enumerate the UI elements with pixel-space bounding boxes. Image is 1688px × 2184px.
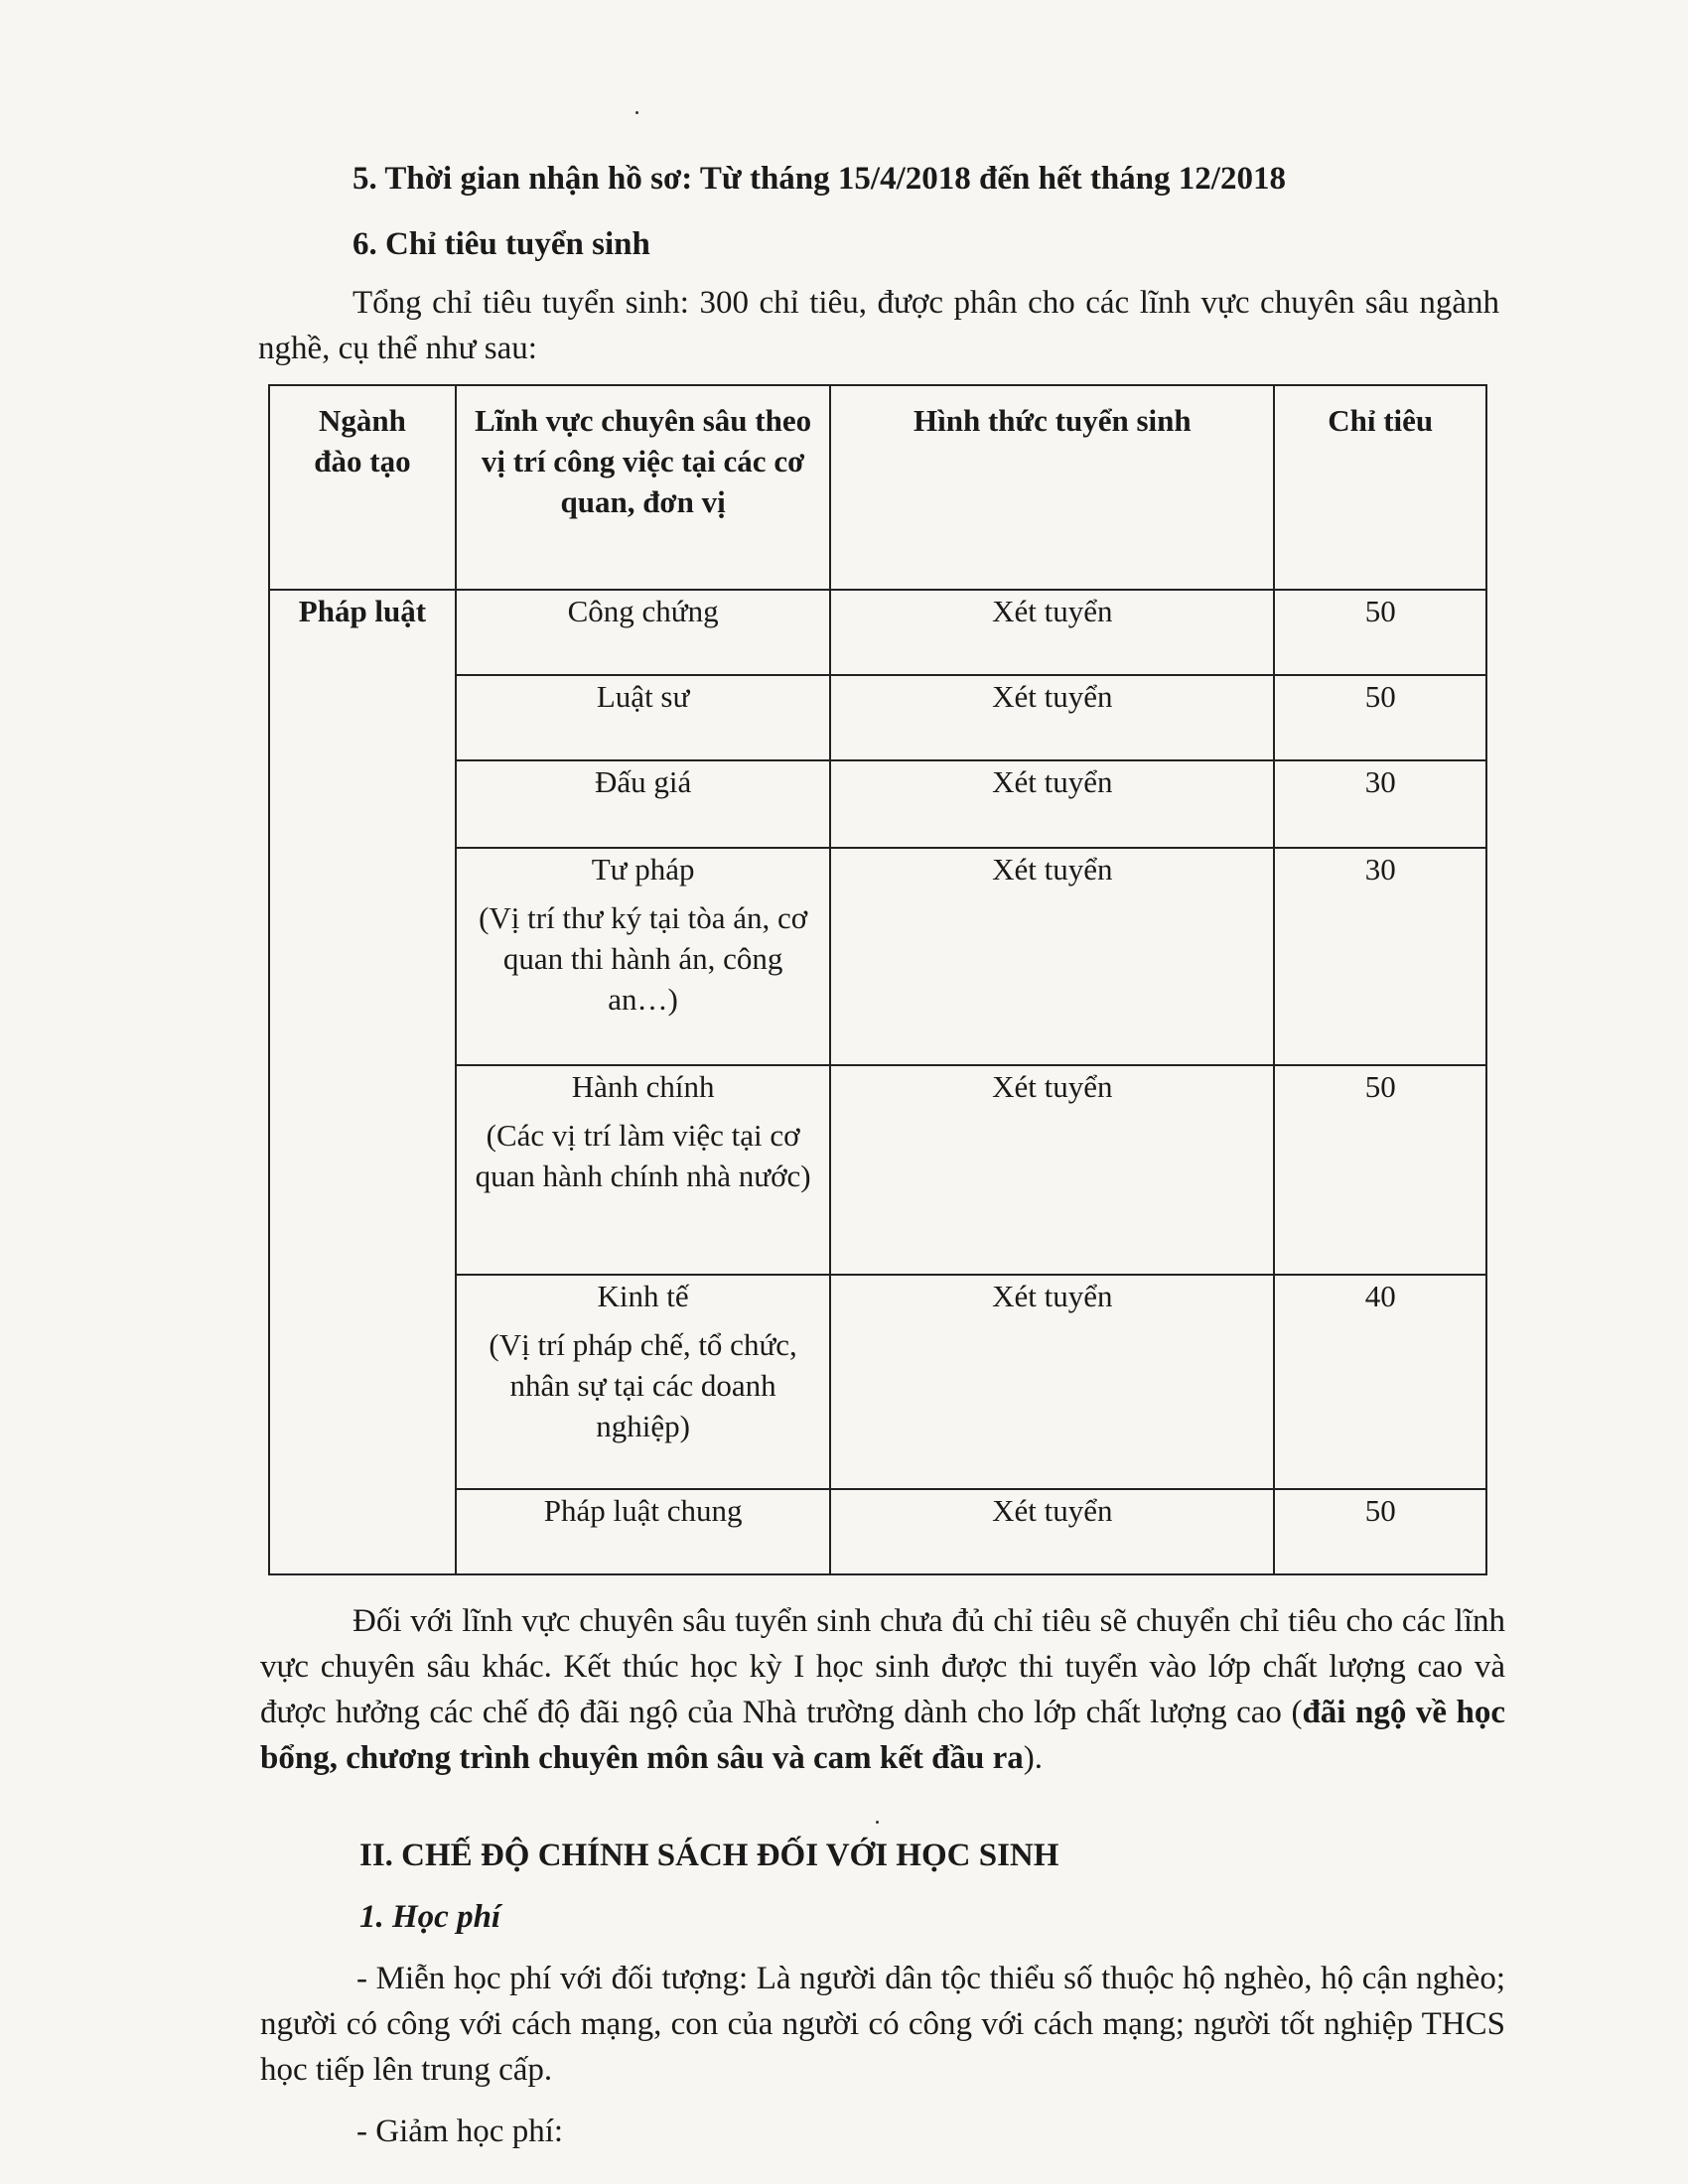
quota-cell: 50 <box>1274 1065 1486 1275</box>
specialization-desc: (Các vị trí làm việc tại cơ quan hành chính nhà nước) <box>475 1118 811 1193</box>
method-cell: Xét tuyển <box>830 675 1274 760</box>
after-table-end: ). <box>1023 1740 1044 1776</box>
specialization-cell <box>456 848 830 1065</box>
specialization-name: Luật sư <box>596 679 690 714</box>
specialization-desc: (Vị trí thư ký tại tòa án, cơ quan thi hành án, công an…) <box>479 900 808 1017</box>
specialization-cell <box>456 590 830 675</box>
reduction-paragraph: - Giảm học phí: <box>356 2114 564 2149</box>
specialization-name: Tư pháp <box>591 852 695 887</box>
hoc-phi-heading: 1. Học phí <box>359 1899 501 1935</box>
header-specialization: Lĩnh vực chuyên sâu theo vị trí công việc tại các cơ quan, đơn vị <box>456 385 830 590</box>
method-cell: Xét tuyển <box>830 1489 1274 1574</box>
quota-intro: Tổng chỉ tiêu tuyển sinh: 300 chỉ tiêu, được phân cho các lĩnh vực chuyên sâu ngành nghề, cụ thể như sau: <box>258 285 1499 366</box>
table-row <box>269 590 1486 675</box>
header-field: Ngành đào tạo <box>269 385 456 590</box>
specialization-name: Đấu giá <box>594 764 692 799</box>
specialization-desc: (Vị trí pháp chế, tổ chức, nhân sự tại các doanh nghiệp) <box>489 1327 797 1443</box>
specialization-cell <box>456 1489 830 1574</box>
section-ii-heading: II. CHẾ ĐỘ CHÍNH SÁCH ĐỐI VỚI HỌC SINH <box>359 1838 1059 1873</box>
specialization-name: Pháp luật chung <box>543 1493 743 1528</box>
quota-cell: 50 <box>1274 1489 1486 1574</box>
quota-cell: 50 <box>1274 675 1486 760</box>
section-6-heading: 6. Chỉ tiêu tuyển sinh <box>352 226 650 262</box>
method-cell: Xét tuyển <box>830 1275 1274 1489</box>
method-cell: Xét tuyển <box>830 848 1274 1065</box>
table-header-row <box>269 385 1486 590</box>
exemption-paragraph: - Miễn học phí với đối tượng: Là người dân tộc thiểu số thuộc hộ nghèo, hộ cận nghèo; người có công với cách mạng, con của người có công với cách mạng; người tốt nghiệp THCS học tiếp lên trung cấp. <box>260 1961 1505 2088</box>
header-method: Hình thức tuyển sinh <box>830 385 1274 590</box>
after-table-paragraph <box>260 1598 1505 1781</box>
specialization-name: Công chứng <box>567 594 719 628</box>
method-cell: Xét tuyển <box>830 590 1274 675</box>
quota-cell: 30 <box>1274 760 1486 848</box>
section-5-heading: 5. Thời gian nhận hồ sơ: Từ tháng 15/4/2018 đến hết tháng 12/2018 <box>352 161 1286 197</box>
scan-dot <box>635 111 638 114</box>
quota-table <box>268 384 1487 1575</box>
quota-cell: 30 <box>1274 848 1486 1065</box>
scan-dot <box>876 1821 879 1824</box>
method-cell: Xét tuyển <box>830 1065 1274 1275</box>
specialization-name: Kinh tế <box>597 1279 689 1313</box>
after-table-text: Đối với lĩnh vực chuyên sâu tuyển sinh chưa đủ chỉ tiêu sẽ chuyển chỉ tiêu cho các lĩnh vực chuyên sâu khác. Kết thúc học kỳ I học sinh được thi tuyển vào lớp chất lượng cao và được hưởng các chế độ đãi ngộ của Nhà trường dành cho lớp chất lượng cao ( <box>260 1603 1505 1730</box>
method-cell: Xét tuyển <box>830 760 1274 848</box>
specialization-cell <box>456 1065 830 1275</box>
specialization-name: Hành chính <box>571 1069 715 1104</box>
specialization-cell <box>456 760 830 848</box>
quota-cell: 50 <box>1274 590 1486 675</box>
specialization-cell <box>456 675 830 760</box>
quota-cell: 40 <box>1274 1275 1486 1489</box>
header-quota: Chỉ tiêu <box>1274 385 1486 590</box>
specialization-cell <box>456 1275 830 1489</box>
after-table-bold: đãi ngộ về học bổng, chương trình chuyên môn sâu và cam kết đầu ra <box>260 1695 1505 1776</box>
field-cell: Pháp luật <box>269 590 456 1574</box>
